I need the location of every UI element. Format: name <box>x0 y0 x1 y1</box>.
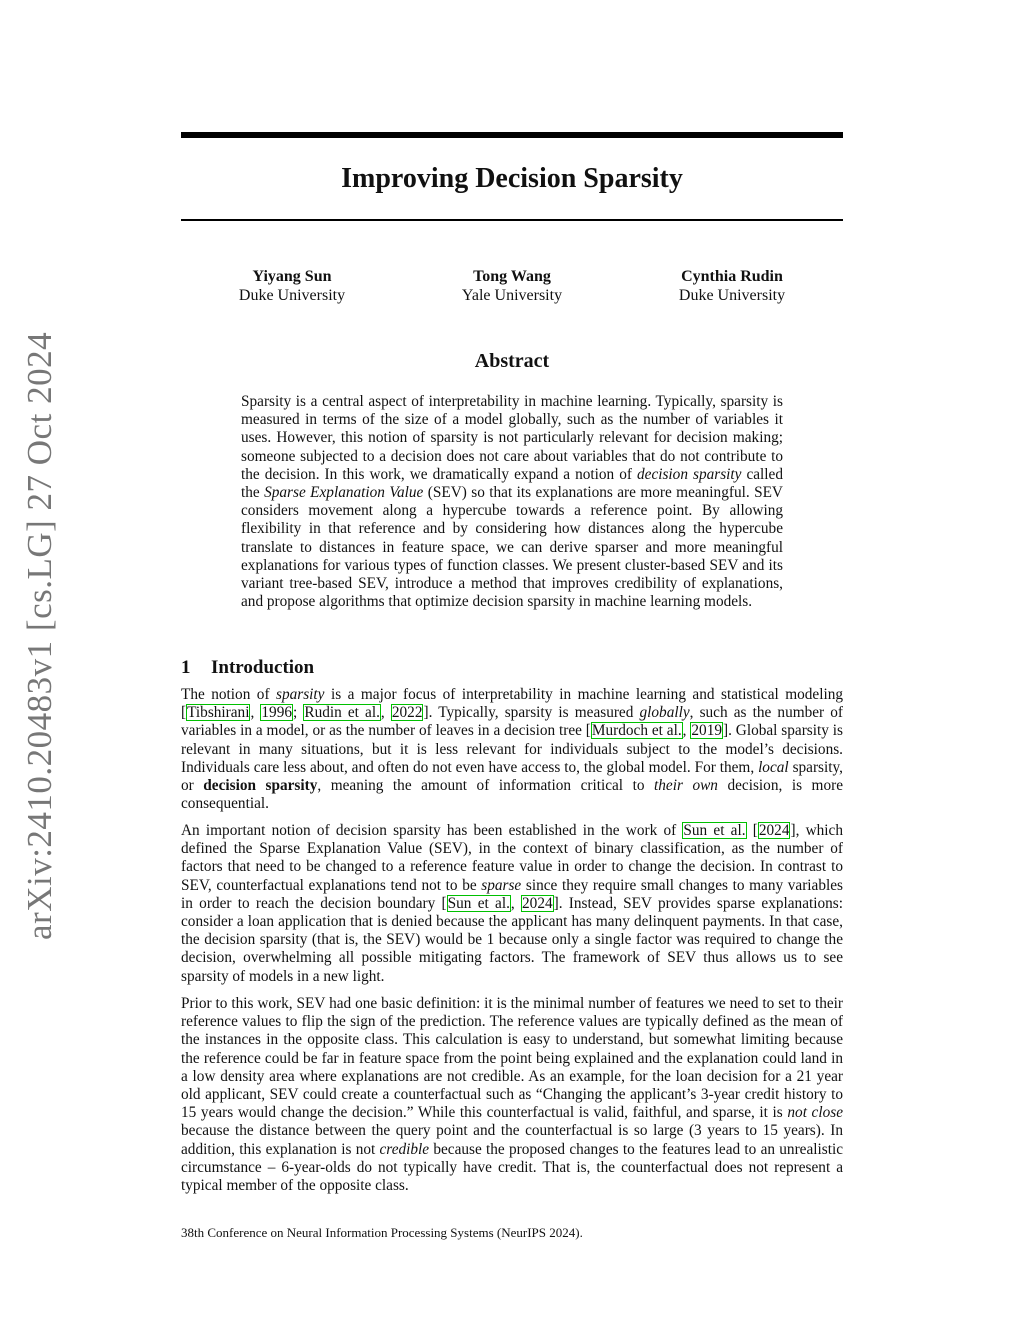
section-number: 1 <box>181 657 191 678</box>
conference-footnote: 38th Conference on Neural Information Processing Systems (NeurIPS 2024). <box>181 1225 583 1240</box>
author-name: Tong Wang <box>473 268 551 285</box>
citation-link[interactable]: Rudin et al. <box>304 704 380 722</box>
citation-link[interactable]: 2024 <box>758 822 790 839</box>
abstract-heading: Abstract <box>474 350 550 372</box>
author-block <box>181 267 843 305</box>
arxiv-identifier: arXiv:2410.20483v1 [cs.LG] 27 Oct 2024 <box>20 331 59 940</box>
citation-link[interactable]: 2024 <box>522 894 553 912</box>
author-3 <box>622 267 842 305</box>
section-heading-introduction <box>181 657 314 679</box>
paper-title: Improving Decision Sparsity <box>341 163 683 194</box>
citation-link[interactable]: 2019 <box>691 722 722 740</box>
citation-link[interactable]: Tibshirani <box>187 704 250 722</box>
author-affiliation: Duke University <box>678 287 786 304</box>
author-1 <box>182 267 402 305</box>
title-rule-top <box>181 132 843 138</box>
intro-paragraph-3: Prior to this work, SEV had one basic definition: it is the minimal number of features we need to set to their reference values to flip the sign of the prediction. The reference values are typically defined as the mean of the instances in the opposite class. This calculation is easy to understand, but somewhat limiting because the reference could be far in feature space from the point being explained and the explanation could land in a low density area where explanations are not credible. As an example, for the loan decision for a 21 year old applicant, SEV could create a counterfactual such as “Changing the applicant’s 3-year credit history to 15 years would change the decision.” While this counterfactual is valid, faithful, and sparse, it is not close because the distance between the query point and the counterfactual is so large (3 years to 15 years). In addition, this explanation is not credible because the proposed changes to the features lead to an unrealistic circumstance – 6-year-olds do not typically have credit. That is, the counterfactual does not represent a typical member of the opposite class. <box>181 995 843 1195</box>
citation-link[interactable]: 2022 <box>391 704 423 722</box>
author-affiliation: Yale University <box>461 287 563 304</box>
intro-paragraph-2: An important notion of decision sparsity has been established in the work of Sun et al. [2024], which defined the Sparse Explanation Value (SEV), in the context of binary classification, as the number of factors that need to be changed to a reference feature value in order to change the decision. In contrast to SEV, counterfactual explanations tend not to be sparse since they require small changes to many variables in order to reach the decision boundary [Sun et al., 2024]. Instead, SEV provides sparse explanations: consider a loan application that is denied because the applicant has many delinquent payments. In that case, the decision sparsity (that is, the SEV) would be 1 because only a single factor was required to change the decision, overwhelming all possible mitigating factors. The framework of SEV thus allows us to see sparsity of models in a new light. <box>181 822 843 985</box>
author-2 <box>402 267 622 305</box>
author-affiliation: Duke University <box>238 287 346 304</box>
author-name: Yiyang Sun <box>252 268 332 285</box>
citation-link[interactable]: Murdoch et al. <box>591 722 682 740</box>
author-name: Cynthia Rudin <box>681 268 783 285</box>
abstract-text: Sparsity is a central aspect of interpretability in machine learning. Typically, sparsity is measured in terms of the size of a model globally, such as the number of variables it uses. However, this notion of sparsity is not particularly relevant for decision making; someone subjected to a decision does not care about variables that do not contribute to the decision. In this work, we dramatically expand a notion of decision sparsity called the Sparse Explanation Value (SEV) so that its explanations are more meaningful. SEV considers movement along a hypercube towards a reference point. By allowing flexibility in that reference and by considering how distances along the hypercube translate to distances in feature space, we can derive sparser and more meaningful explanations for various types of function classes. We present cluster-based SEV and its variant tree-based SEV, introduce a method that improves credibility of explanations, and propose algorithms that optimize decision sparsity in machine learning models. <box>241 393 783 611</box>
citation-link[interactable]: Sun et al. <box>447 894 510 912</box>
title-rule-bottom <box>181 219 843 221</box>
citation-link[interactable]: 1996 <box>261 704 292 722</box>
section-title: Introduction <box>211 657 315 678</box>
citation-link[interactable]: Sun et al. <box>683 822 746 839</box>
intro-paragraph-1: The notion of sparsity is a major focus of interpretability in machine learning and statistical modeling [Tibshirani, 1996; Rudin et al., 2022]. Typically, sparsity is measured globally, such as the number of variables in a model, or as the number of leaves in a decision tree [Murdoch et al., 2019]. Global sparsity is relevant in many situations, but it is less relevant for individuals subject to the model’s decisions. Individuals care less about, and often do not even have access to, the global model. For them, local sparsity, or decision sparsity, meaning the amount of information critical to their own decision, is more consequential. <box>181 686 844 813</box>
